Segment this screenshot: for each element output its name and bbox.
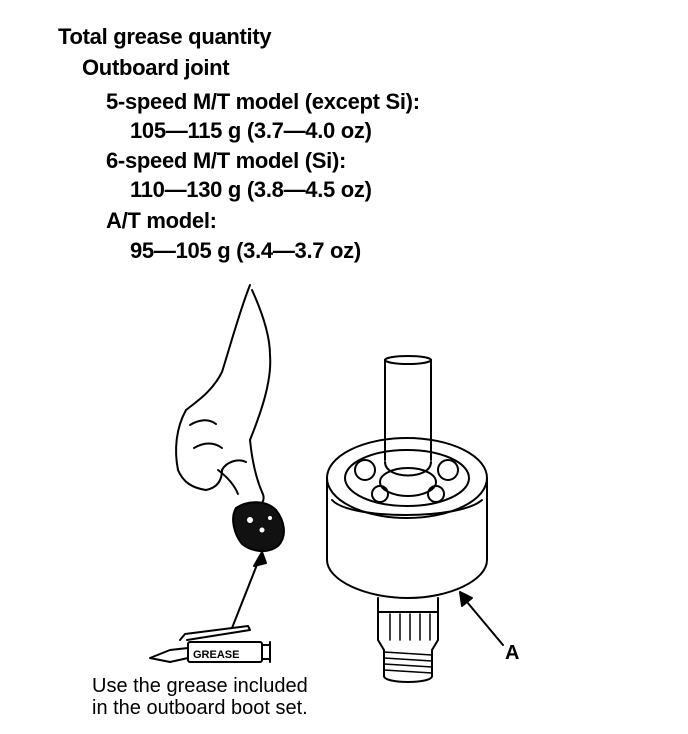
at-model-label: A/T model: <box>106 208 217 233</box>
at-model-value: 95—105 g (3.4—3.7 oz) <box>130 238 361 263</box>
callout-a-leader <box>462 596 503 645</box>
grease-note-line1: Use the grease included <box>92 675 308 697</box>
cv-joint-illustration <box>327 356 487 682</box>
grease-note-line2: in the outboard boot set. <box>92 697 308 719</box>
outboard-joint-heading: Outboard joint <box>82 55 230 80</box>
mt6-model-value: 110—130 g (3.8—4.5 oz) <box>130 177 372 202</box>
grease-quantity-title: Total grease quantity <box>58 24 272 49</box>
grease-dab <box>233 502 284 551</box>
mt6-model-label: 6-speed M/T model (Si): <box>106 148 347 173</box>
callout-label-a: A <box>505 642 520 664</box>
mt5-model-value: 105—115 g (3.7—4.0 oz) <box>130 118 372 143</box>
grease-tube-label: GREASE <box>193 649 240 661</box>
hand-illustration <box>176 285 270 510</box>
mt5-model-label: 5-speed M/T model (except Si): <box>106 89 420 114</box>
